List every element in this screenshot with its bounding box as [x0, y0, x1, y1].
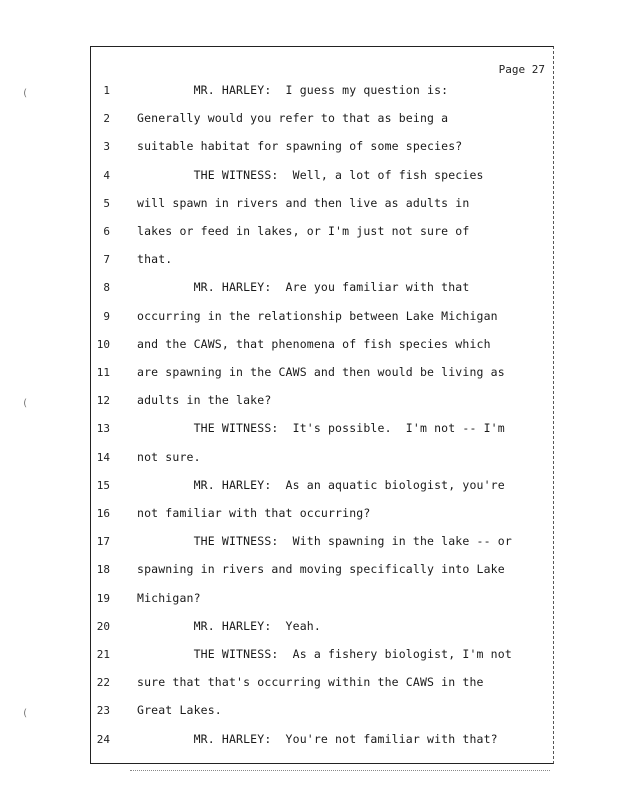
transcript-line: THE WITNESS: As a fishery biologist, I'm not: [137, 647, 512, 661]
transcript-line: MR. HARLEY: As an aquatic biologist, you're: [137, 478, 505, 492]
line-number: 17: [96, 535, 110, 548]
transcript-line: are spawning in the CAWS and then would be living as: [137, 365, 505, 379]
transcript-line: and the CAWS, that phenomena of fish species which: [137, 337, 491, 351]
line-number: 4: [103, 169, 110, 182]
line-number: 1: [103, 84, 110, 97]
transcript-line: not sure.: [137, 450, 201, 464]
line-number: 9: [103, 310, 110, 323]
transcript-line: Great Lakes.: [137, 703, 222, 717]
transcript-line: Generally would you refer to that as being a: [137, 111, 449, 125]
line-number: 24: [96, 733, 110, 746]
line-number: 6: [103, 225, 110, 238]
line-number: 7: [103, 253, 110, 266]
line-number: 8: [103, 281, 110, 294]
transcript-line: occurring in the relationship between Lake Michigan: [137, 309, 498, 323]
transcript-line: suitable habitat for spawning of some species?: [137, 139, 463, 153]
line-number: 10: [96, 338, 110, 351]
line-number: 16: [96, 507, 110, 520]
hole-punch-mark: (: [22, 398, 29, 409]
page-number: Page 27: [498, 63, 545, 76]
transcript-line: MR. HARLEY: You're not familiar with that?: [137, 732, 498, 746]
line-number: 11: [96, 366, 110, 379]
bottom-rule: [130, 770, 550, 771]
line-number: 2: [103, 112, 110, 125]
transcript-line: that.: [137, 252, 173, 266]
transcript-line: adults in the lake?: [137, 393, 272, 407]
line-number: 15: [96, 479, 110, 492]
line-number: 14: [96, 451, 110, 464]
line-number: 21: [96, 648, 110, 661]
transcript-line: Michigan?: [137, 591, 201, 605]
transcript-line: lakes or feed in lakes, or I'm just not sure of: [137, 224, 470, 238]
hole-punch-mark: (: [22, 708, 29, 719]
transcript-line: MR. HARLEY: Are you familiar with that: [137, 280, 470, 294]
transcript-line: THE WITNESS: With spawning in the lake -- or: [137, 534, 512, 548]
transcript-line: MR. HARLEY: I guess my question is:: [137, 83, 449, 97]
line-number: 22: [96, 676, 110, 689]
line-number: 3: [103, 140, 110, 153]
transcript-line: sure that that's occurring within the CAWS in the: [137, 675, 484, 689]
transcript-line: MR. HARLEY: Yeah.: [137, 619, 321, 633]
transcript-line: THE WITNESS: Well, a lot of fish species: [137, 168, 484, 182]
line-number: 5: [103, 197, 110, 210]
transcript-line: will spawn in rivers and then live as adults in: [137, 196, 470, 210]
transcript-line: THE WITNESS: It's possible. I'm not -- I'm: [137, 421, 505, 435]
line-number: 23: [96, 704, 110, 717]
line-number: 19: [96, 592, 110, 605]
transcript-line: spawning in rivers and moving specifically into Lake: [137, 562, 505, 576]
line-number: 18: [96, 563, 110, 576]
transcript-line: not familiar with that occurring?: [137, 506, 371, 520]
line-number: 20: [96, 620, 110, 633]
line-number: 12: [96, 394, 110, 407]
line-number: 13: [96, 422, 110, 435]
hole-punch-mark: (: [22, 88, 29, 99]
